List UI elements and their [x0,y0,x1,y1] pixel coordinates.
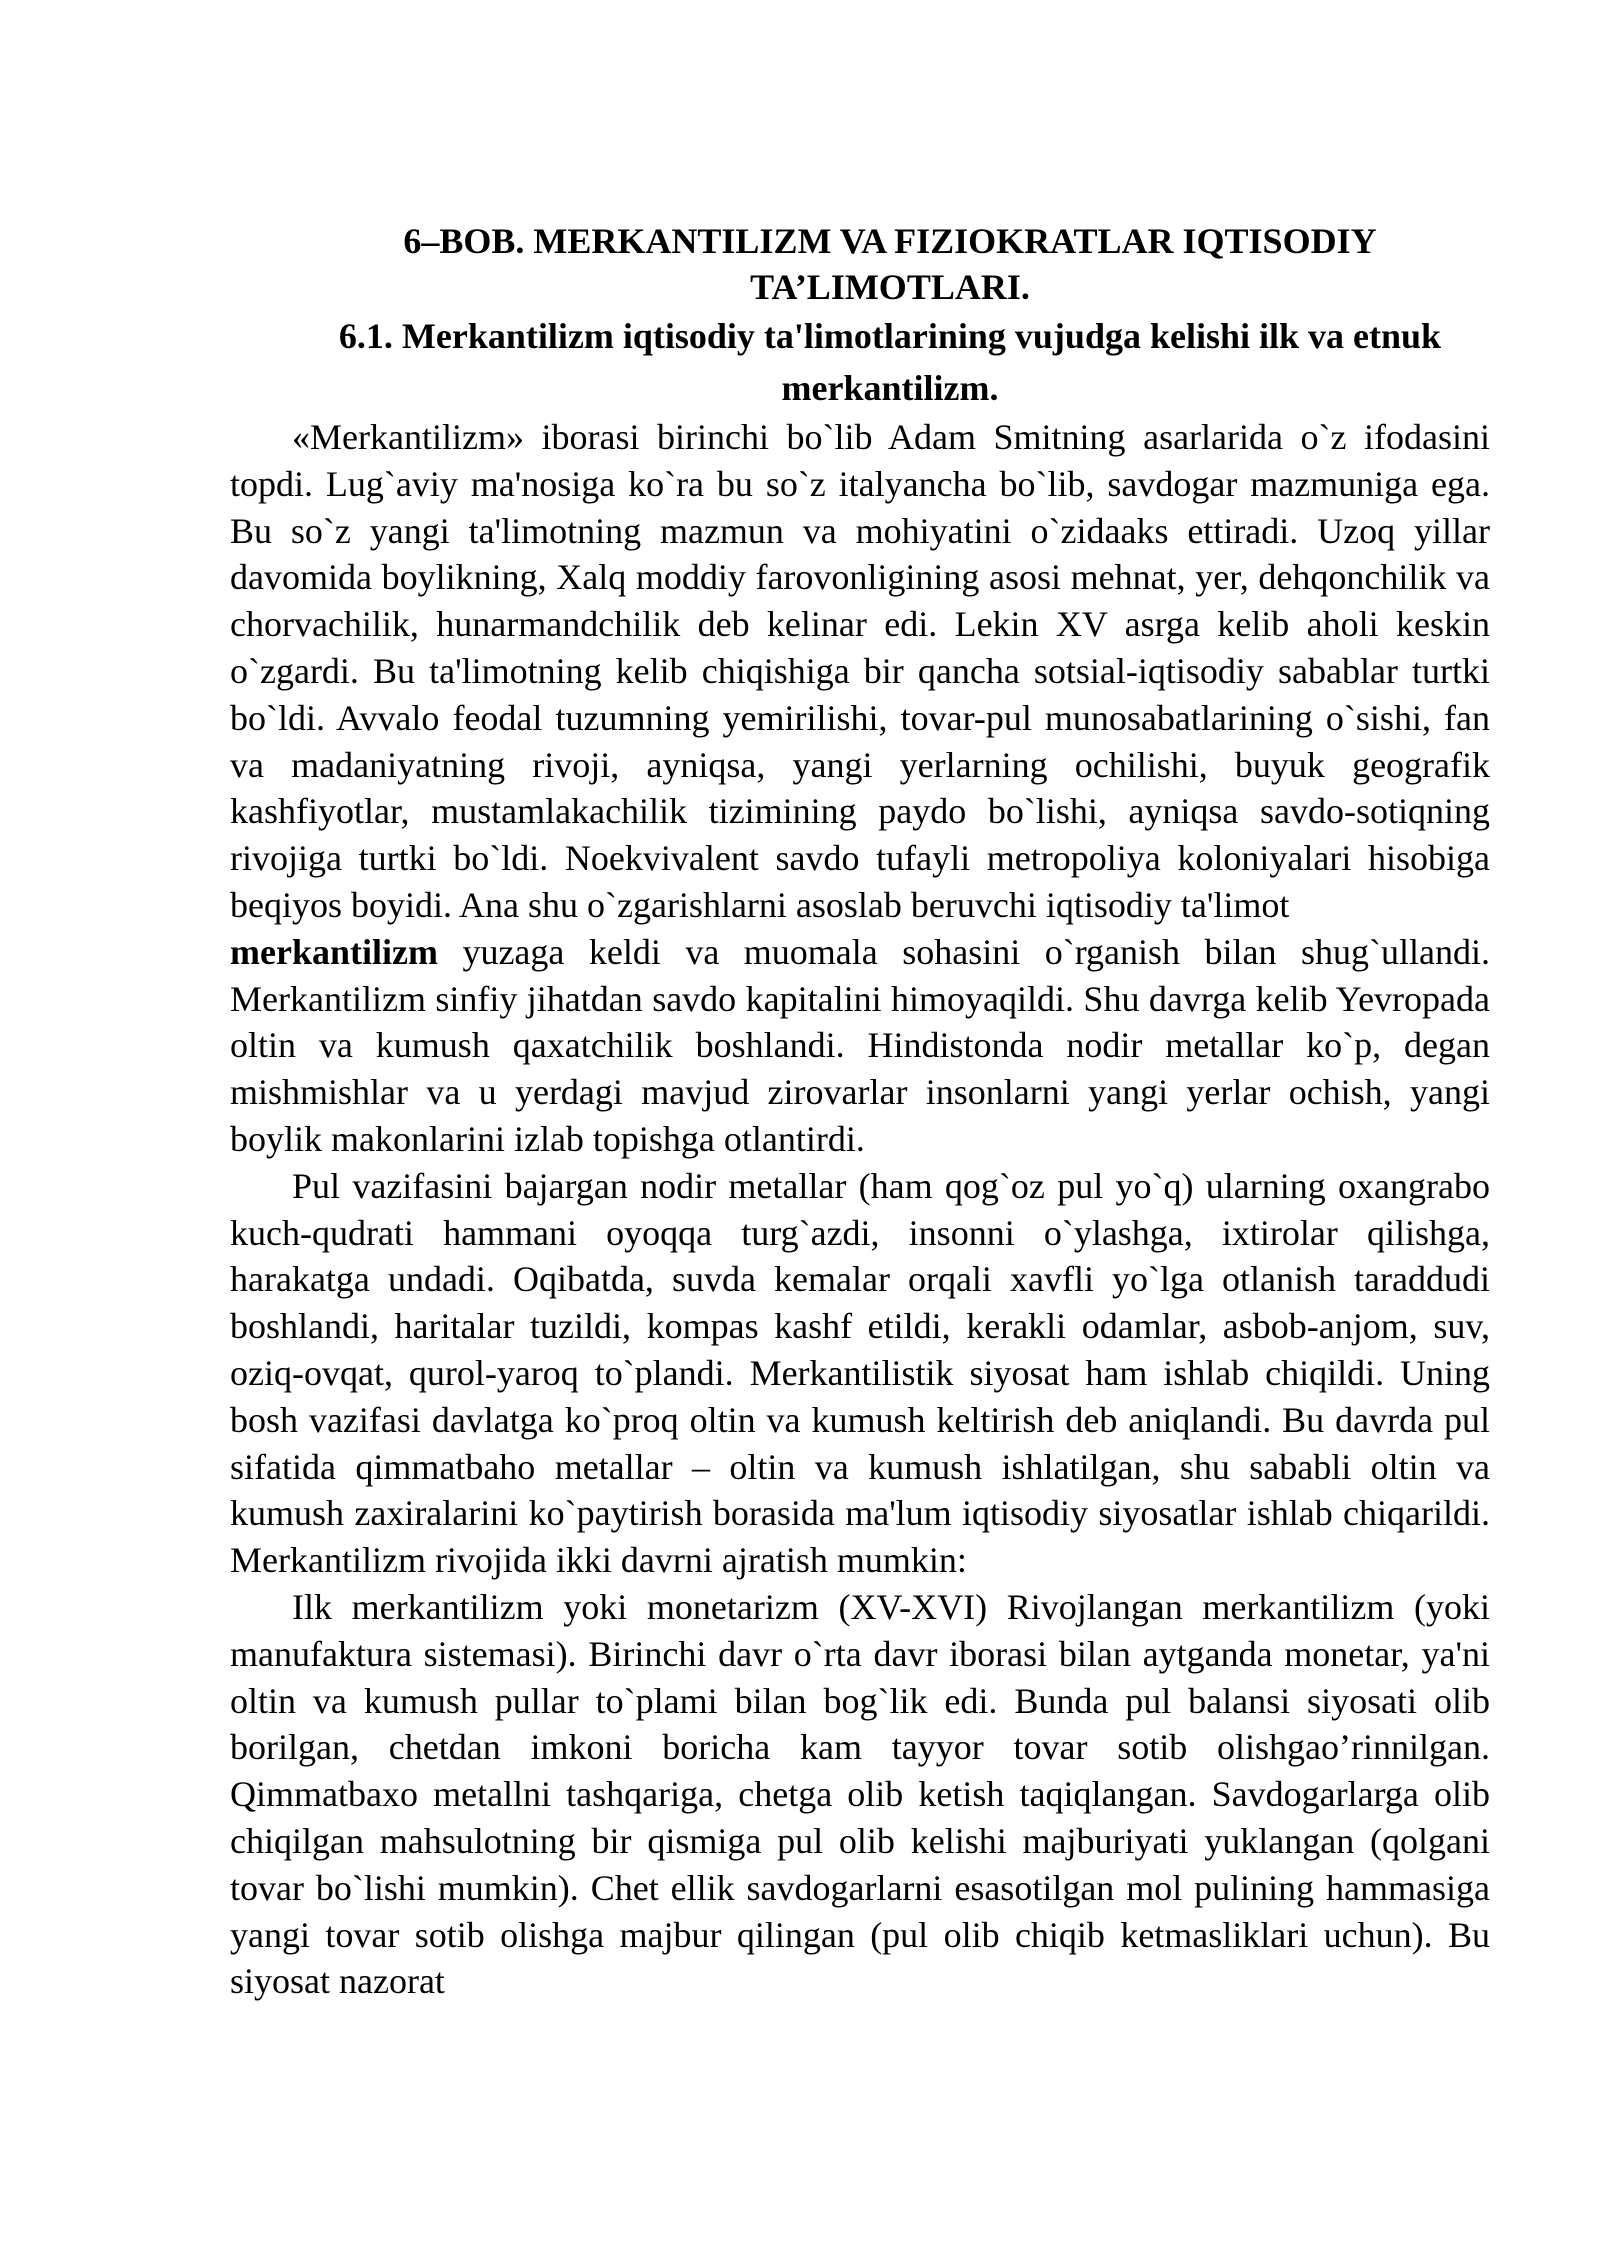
paragraph-1-text-end: yuzaga keldi va muomala sohasini o`rganish bilan shug`ullandi. Merkantilizm sinfiy jihatdan savdo kapitalini himoyaqildi. Shu davrga kelib Yevropada oltin va kumush qaxatchilik boshlandi. Hindistonda nodir metallar ko`p, degan mishmishlar va u yerdagi mavjud zirovarlar insonlarni yangi yerlar ochish, yangi boylik makonlarini izlab topishga otlantirdi. [230,931,1490,1159]
paragraph-1 [230,414,1490,1163]
bold-term-merkantilizm: merkantilizm [230,931,438,972]
paragraph-3: Ilk merkantilizm yoki monetarizm (XV-XVI) Rivojlangan merkantilizm (yoki manufaktura sistemasi). Birinchi davr o`rta davr iborasi bilan aytganda monetar, ya'ni oltin va kumush pullar to`plami bilan bog`lik edi. Bunda pul balansi siyosati olib borilgan, chetdan imkoni boricha kam tayyor tovar sotib olishgao’rinnilgan. Qimmatbaxo metallni tashqariga, chetga olib ketish taqiqlangan. Savdogarlarga olib chiqilgan mahsulotning bir qismiga pul olib kelishi majburiyati yuklangan (qolgani tovar bo`lishi mumkin). Chet ellik savdogarlarni esasotilgan mol pulining hammasiga yangi tovar sotib olishga majbur qilingan (pul olib chiqib ketmasliklari uchun). Bu siyosat nazorat [230,1586,1490,2002]
chapter-title: 6–BOB. MERKANTILIZM VA FIZIOKRATLAR IQTISODIY TA’LIMOTLARI. [403,221,1377,307]
paragraph-2: Pul vazifasini bajargan nodir metallar (ham qog`oz pul yo`q) ularning oxangrabo kuch-qudrati hammani oyoqqa turg`azdi, insonni o`ylashga, ixtirolar qilishga, harakatga undadi. Oqibatda, suvda kemalar orqali xavfli yo`lga otlanish taraddudi boshlandi, haritalar tuzildi, kompas kashf etildi, kerakli odamlar, asbob-anjom, suv, oziq-ovqat, qurol-yaroq to`plandi. Merkantilistik siyosat ham ishlab chiqildi. Uning bosh vazifasi davlatga ko`proq oltin va kumush keltirish deb aniqlandi. Bu davrda pul sifatida qimmatbaho metallar – oltin va kumush ishlatilgan, shu sababli oltin va kumush zaxiralarini ko`paytirish borasida ma'lum iqtisodiy siyosatlar ishlab chiqarildi. Merkantilizm rivojida ikki davrni ajratish mumkin: [230,1165,1490,1581]
section-title: 6.1. Merkantilizm iqtisodiy ta'limotlarining vujudga kelishi ilk va etnuk merkantilizm. [338,316,1442,408]
document-page [230,218,1490,2005]
paragraph-1-text-start: «Merkantilizm» iborasi birinchi bo`lib Adam Smitning asarlarida o`z ifodasini topdi. Lug`aviy ma'nosiga ko`ra bu so`z italyancha bo`lib, savdogar mazmuniga ega. Bu so`z yangi ta'limotning mazmun va mohiyatini o`zidaaks ettiradi. Uzoq yillar davomida boylikning, Xalq moddiy farovonligining asosi mehnat, yer, dehqonchilik va chorvachilik, hunarmandchilik deb kelinar edi. Lekin XV asrga kelib aholi keskin o`zgardi. Bu ta'limotning kelib chiqishiga bir qancha sotsial-iqtisodiy sabablar turtki bo`ldi. Avvalo feodal tuzumning yemirilishi, tovar-pul munosabatlarining o`sishi, fan va madaniyatning rivoji, ayniqsa, yangi yerlarning ochilishi, buyuk geografik kashfiyotlar, mustamlakachilik tizimining paydo bo`lishi, ayniqsa savdo-sotiqning rivojiga turtki bo`ldi. Noekvivalent savdo tufayli metropoliya koloniyalari hisobiga beqiyos boyidi. Ana shu o`zgarishlarni asoslab beruvchi iqtisodiy ta'limot [230,417,1490,925]
